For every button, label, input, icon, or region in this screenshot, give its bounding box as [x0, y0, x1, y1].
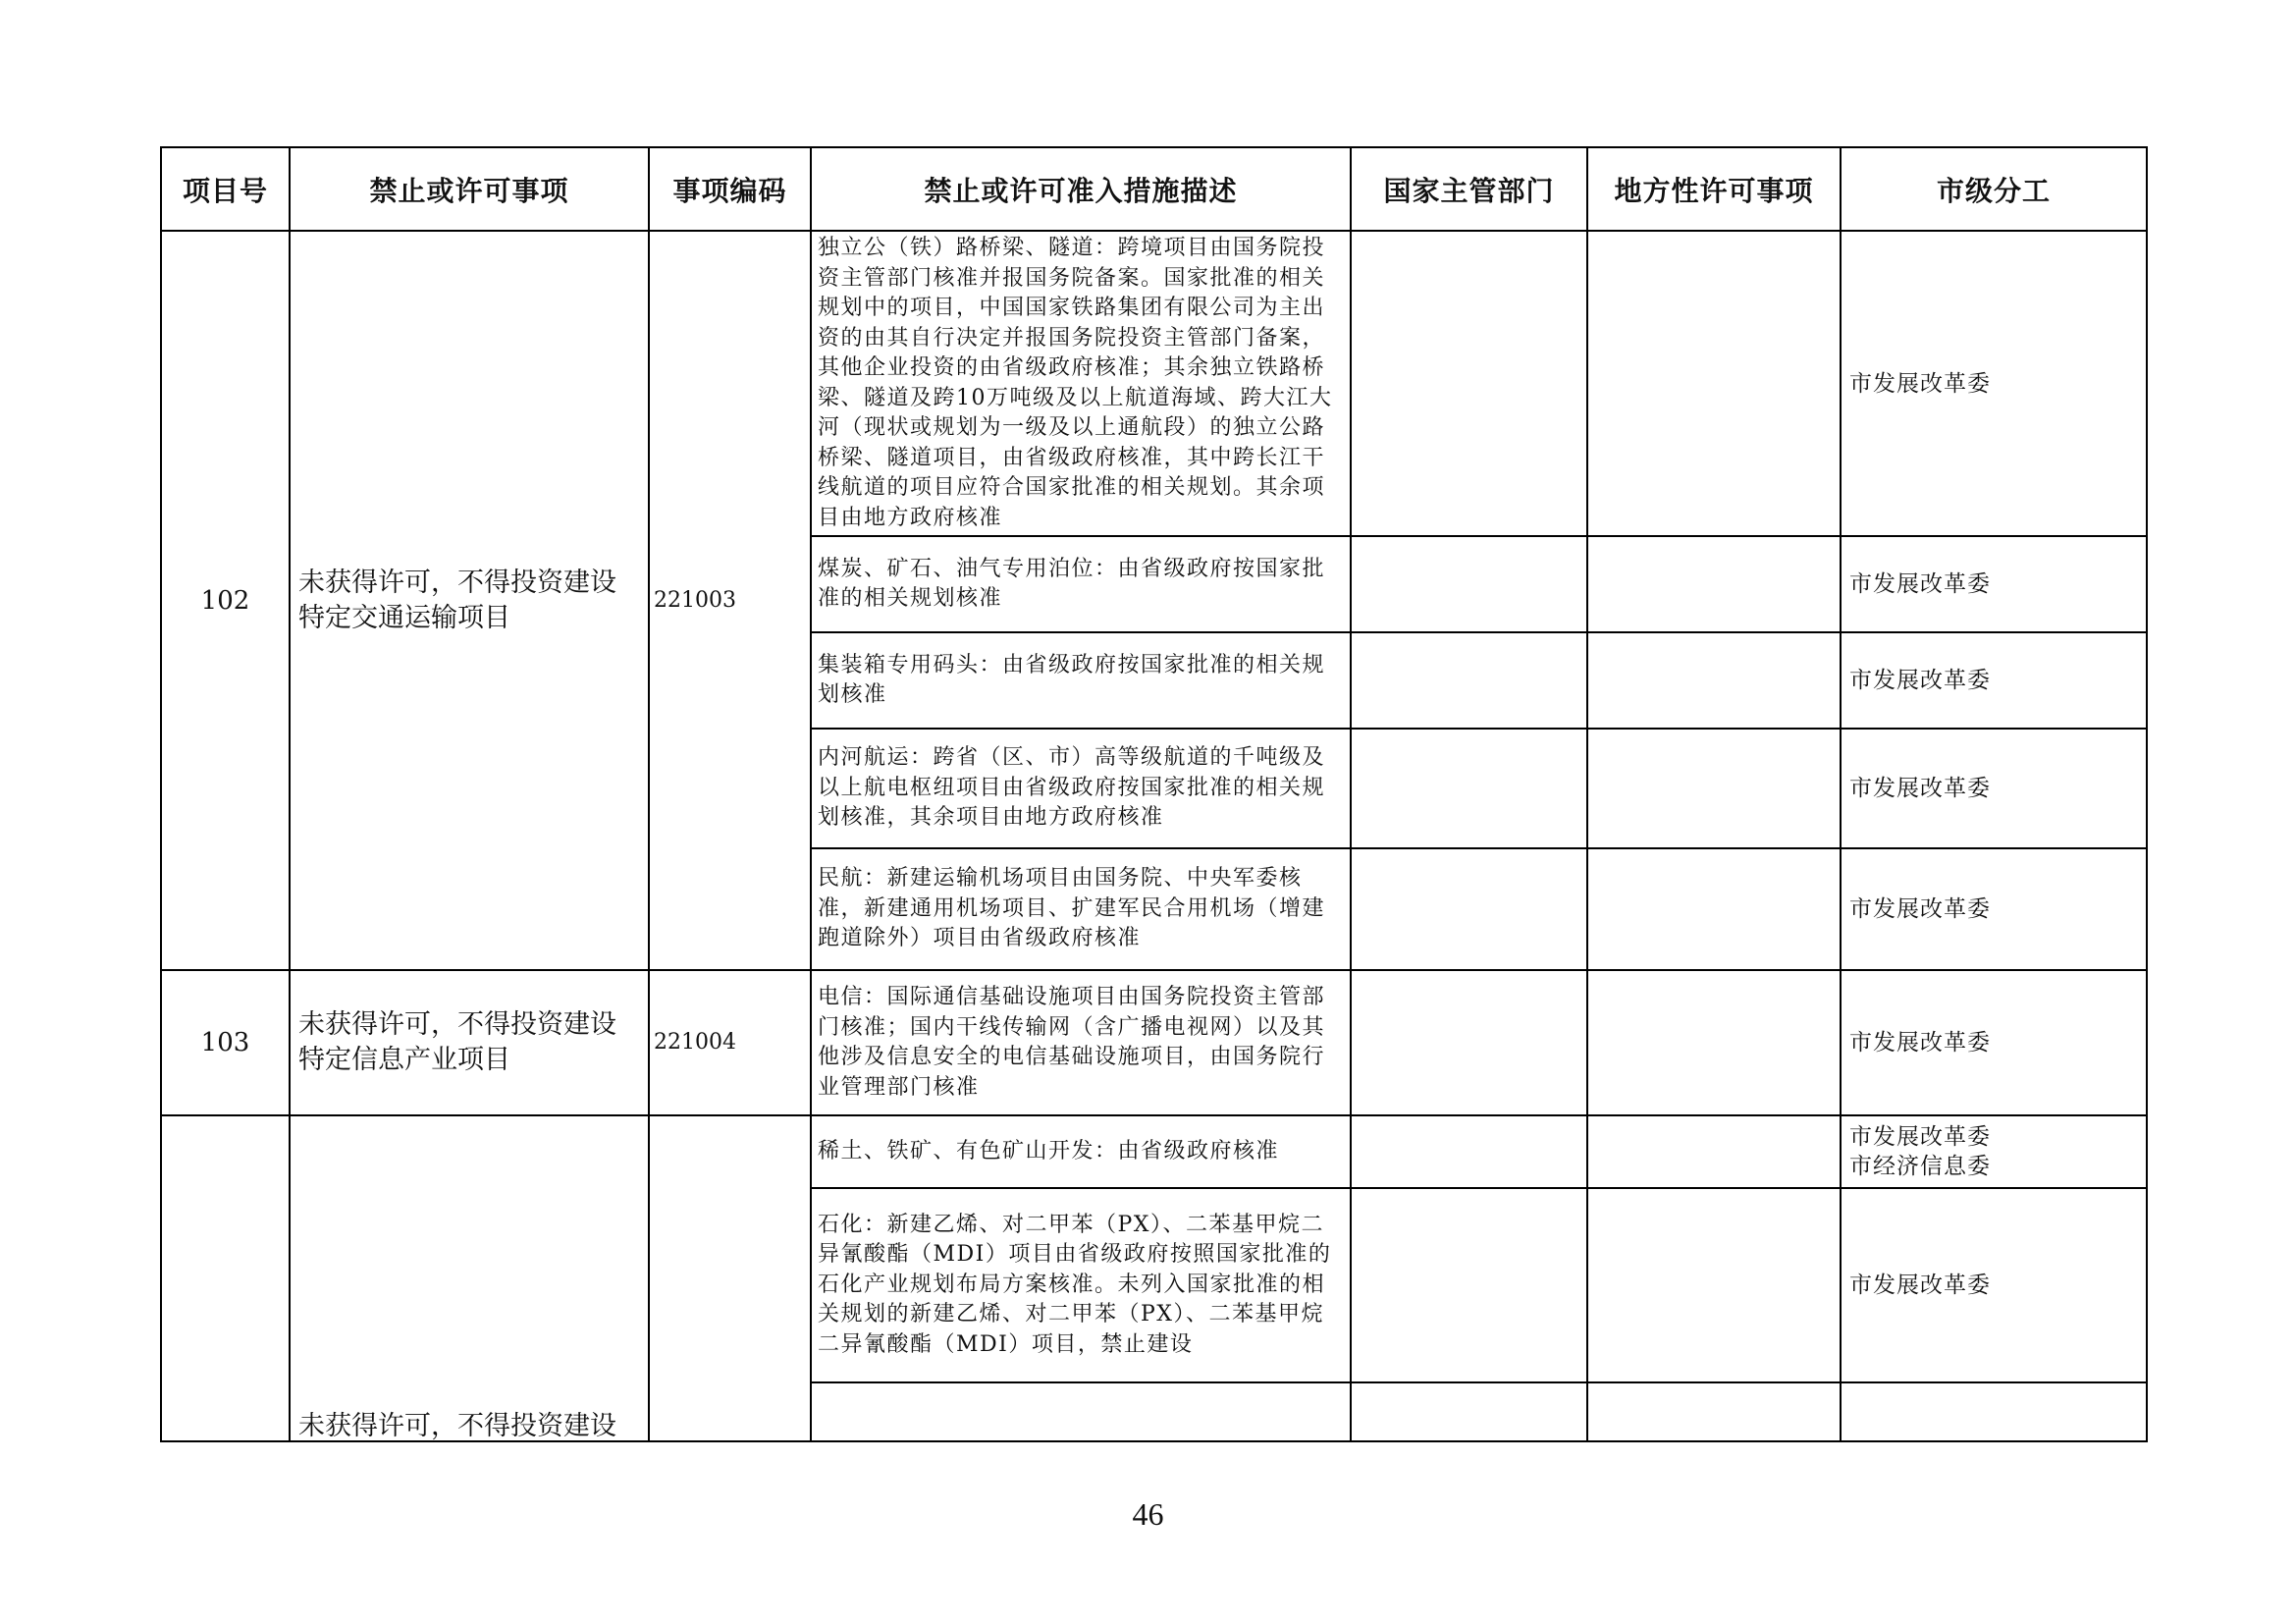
header-item-title: 禁止或许可事项	[290, 147, 649, 231]
measure-description-empty	[811, 1382, 1351, 1441]
permission-table-wrapper	[160, 146, 2147, 1441]
header-measure-description: 禁止或许可准入措施描述	[811, 147, 1351, 231]
local-permit-cell	[1587, 632, 1841, 729]
local-permit-cell	[1587, 231, 1841, 536]
national-dept-cell	[1351, 848, 1587, 970]
national-dept-cell	[1351, 970, 1587, 1115]
local-permit-cell	[1587, 729, 1841, 848]
city-division-cell: 市发展改革委	[1841, 231, 2147, 536]
table-row	[161, 231, 2147, 536]
local-permit-cell	[1587, 1188, 1841, 1382]
national-dept-cell	[1351, 1382, 1587, 1441]
header-national-dept: 国家主管部门	[1351, 147, 1587, 231]
header-item-code: 事项编码	[649, 147, 811, 231]
measure-description: 内河航运：跨省（区、市）高等级航道的千吨级及以上航电枢纽项目由省级政府按国家批准的相关规划核准，其余项目由地方政府核准	[811, 729, 1351, 848]
measure-description: 民航：新建运输机场项目由国务院、中央军委核准，新建通用机场项目、扩建军民合用机场（增建跑道除外）项目由省级政府核准	[811, 848, 1351, 970]
item-code	[649, 1115, 811, 1441]
national-dept-cell	[1351, 632, 1587, 729]
item-number	[161, 1115, 290, 1441]
city-division-cell: 市发展改革委	[1841, 848, 2147, 970]
local-permit-cell	[1587, 536, 1841, 632]
table-row	[161, 970, 2147, 1115]
national-dept-cell	[1351, 536, 1587, 632]
item-number: 103	[161, 970, 290, 1115]
measure-description: 集装箱专用码头：由省级政府按国家批准的相关规划核准	[811, 632, 1351, 729]
item-code: 221003	[649, 231, 811, 970]
measure-description: 稀土、铁矿、有色矿山开发：由省级政府核准	[811, 1115, 1351, 1188]
city-division-cell: 市发展改革委	[1841, 729, 2147, 848]
item-code: 221004	[649, 970, 811, 1115]
local-permit-cell	[1587, 848, 1841, 970]
item-title: 未获得许可，不得投资建设特定信息产业项目	[290, 970, 649, 1115]
header-row	[161, 147, 2147, 231]
division-line: 市发展改革委	[1849, 1124, 1991, 1150]
local-permit-cell	[1587, 1115, 1841, 1188]
header-item-number: 项目号	[161, 147, 290, 231]
measure-description: 石化：新建乙烯、对二甲苯（PX）、二苯基甲烷二异氰酸酯（MDI）项目由省级政府按照国家批准的石化产业规划布局方案核准。未列入国家批准的相关规划的新建乙烯、对二甲苯（PX）、二苯基甲烷二异氰酸酯（MDI）项目，禁止建设	[811, 1188, 1351, 1382]
item-title	[290, 1115, 649, 1441]
national-dept-cell	[1351, 231, 1587, 536]
city-division-cell: 市发展改革委	[1841, 632, 2147, 729]
header-local-permit: 地方性许可事项	[1587, 147, 1841, 231]
measure-description: 电信：国际通信基础设施项目由国务院投资主管部门核准；国内干线传输网（含广播电视网）以及其他涉及信息安全的电信基础设施项目，由国务院行业管理部门核准	[811, 970, 1351, 1115]
measure-description: 煤炭、矿石、油气专用泊位：由省级政府按国家批准的相关规划核准	[811, 536, 1351, 632]
national-dept-cell	[1351, 729, 1587, 848]
city-division-cell: 市发展改革委	[1841, 1188, 2147, 1382]
city-division-cell	[1841, 1115, 2147, 1188]
city-division-cell: 市发展改革委	[1841, 536, 2147, 632]
national-dept-cell	[1351, 1115, 1587, 1188]
item-title-partial: 未获得许可，不得投资建设	[298, 1411, 616, 1441]
division-line: 市经济信息委	[1849, 1154, 1991, 1179]
header-city-division: 市级分工	[1841, 147, 2147, 231]
local-permit-cell	[1587, 970, 1841, 1115]
permission-table	[160, 146, 2148, 1442]
city-division-cell	[1841, 1382, 2147, 1441]
measure-description: 独立公（铁）路桥梁、隧道：跨境项目由国务院投资主管部门核准并报国务院备案。国家批准的相关规划中的项目，中国国家铁路集团有限公司为主出资的由其自行决定并报国务院投资主管部门备案，其他企业投资的由省级政府核准；其余独立铁路桥梁、隧道及跨10万吨级及以上航道海域、跨大江大河（现状或规划为一级及以上通航段）的独立公路桥梁、隧道项目，由省级政府核准，其中跨长江干线航道的项目应符合国家批准的相关规划。其余项目由地方政府核准	[811, 231, 1351, 536]
item-number: 102	[161, 231, 290, 970]
national-dept-cell	[1351, 1188, 1587, 1382]
table-row	[161, 1115, 2147, 1188]
item-title: 未获得许可，不得投资建设特定交通运输项目	[290, 231, 649, 970]
page-number: 46	[1132, 1496, 1164, 1532]
local-permit-cell	[1587, 1382, 1841, 1441]
city-division-cell: 市发展改革委	[1841, 970, 2147, 1115]
